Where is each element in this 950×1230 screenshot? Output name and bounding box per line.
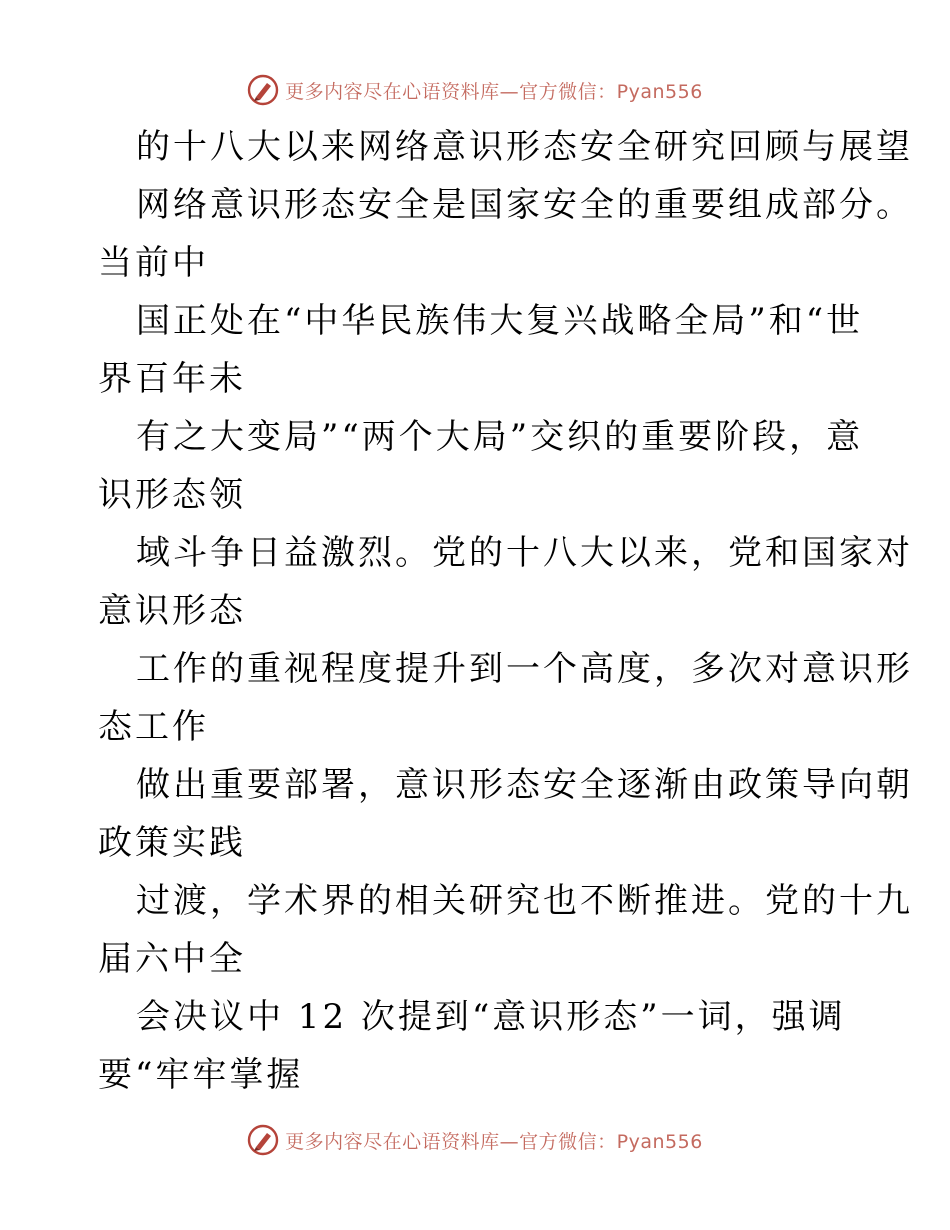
pen-logo-icon [247, 1124, 279, 1156]
paragraph-line: 识形态领 [98, 475, 246, 515]
paragraph-line: 有之大变局”“两个大局”交织的重要阶段，意 [136, 417, 864, 457]
paragraph-line: 域斗争日益激烈。党的十八大以来，党和国家对 [136, 533, 913, 573]
paragraph-line: 届六中全 [98, 939, 246, 979]
paragraph-line: 网络意识形态安全是国家安全的重要组成部分。 [136, 185, 913, 225]
paragraph-line: 界百年未 [98, 359, 246, 399]
footer-watermark-text: 更多内容尽在心语资料库—官方微信：Pyan556 [285, 1130, 703, 1153]
document-body [98, 118, 913, 1104]
paragraph-line: 政策实践 [98, 823, 246, 863]
header-watermark-text: 更多内容尽在心语资料库—官方微信：Pyan556 [285, 80, 703, 103]
paragraph-line: 当前中 [98, 243, 209, 283]
paragraph-line: 工作的重视程度提升到一个高度，多次对意识形 [136, 649, 913, 689]
footer-watermark-banner [0, 1122, 950, 1158]
paragraph-line: 意识形态 [98, 591, 246, 631]
paragraph-line: 要“牢牢掌握 [98, 1055, 304, 1095]
paragraph-line: 过渡，学术界的相关研究也不断推进。党的十九 [136, 881, 913, 921]
pen-logo-icon [247, 74, 279, 106]
header-watermark-banner [0, 72, 950, 108]
paragraph-line: 态工作 [98, 707, 209, 747]
document-title-line: 的十八大以来网络意识形态安全研究回顾与展望 [136, 127, 913, 167]
paragraph-line: 国正处在“中华民族伟大复兴战略全局”和“世 [136, 301, 864, 341]
paragraph-line: 做出重要部署，意识形态安全逐渐由政策导向朝 [136, 765, 913, 805]
paragraph-line: 会决议中 12 次提到“意识形态”一词，强调 [136, 997, 846, 1037]
